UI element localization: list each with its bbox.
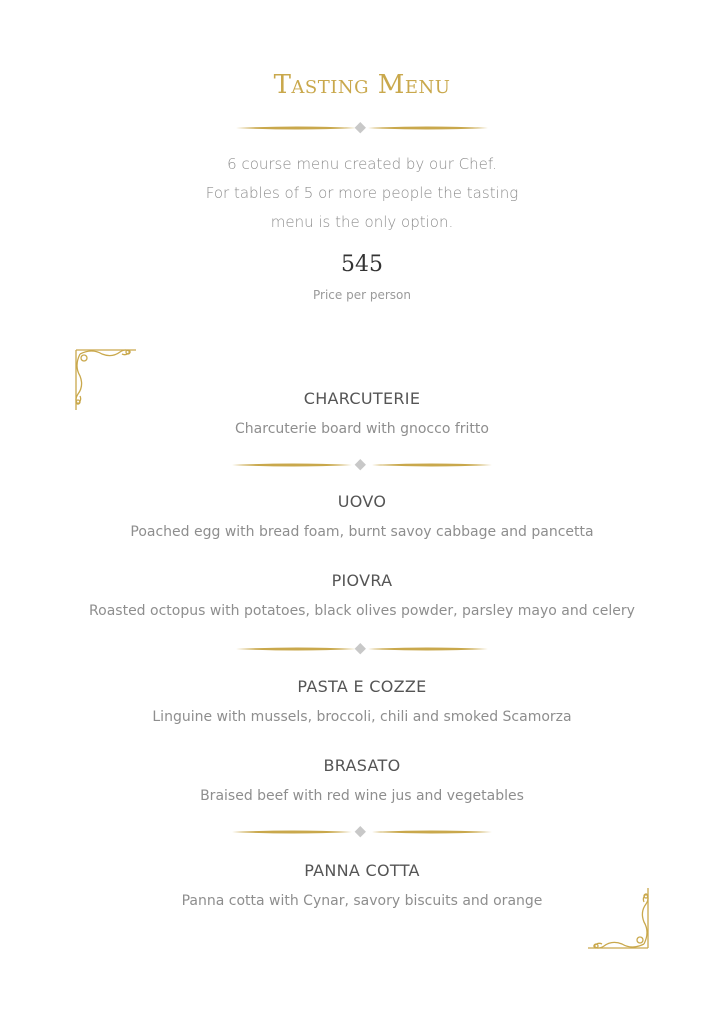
intro-line-1: 6 course menu created by our Chef. bbox=[227, 155, 497, 173]
intro-line-2: For tables of 5 or more people the tasting bbox=[205, 184, 519, 202]
course-name: PASTA E COZZE bbox=[297, 677, 427, 696]
course-description: Braised beef with red wine jus and vegetables bbox=[200, 788, 524, 804]
course-description: Linguine with mussels, broccoli, chili and smoked Scamorza bbox=[152, 709, 572, 725]
course-description: Poached egg with bread foam, burnt savoy cabbage and pancetta bbox=[130, 524, 594, 540]
course-name: PANNA COTTA bbox=[304, 861, 420, 880]
course-name: PIOVRA bbox=[331, 571, 393, 590]
intro-line-3: menu is the only option. bbox=[270, 213, 454, 231]
course-description: Charcuterie board with gnocco fritto bbox=[235, 421, 489, 437]
course-name: BRASATO bbox=[323, 756, 401, 775]
ornamental-divider-icon bbox=[228, 825, 496, 839]
price-value: 545 bbox=[341, 252, 383, 277]
course-name: UOVO bbox=[337, 492, 387, 511]
menu-title: Tasting Menu bbox=[273, 70, 451, 100]
course-name: CHARCUTERIE bbox=[303, 389, 421, 408]
price-label: Price per person bbox=[313, 288, 411, 302]
ornamental-divider-icon bbox=[228, 458, 496, 472]
course-description: Roasted octopus with potatoes, black olives powder, parsley mayo and celery bbox=[89, 603, 635, 619]
ornamental-divider-icon bbox=[228, 642, 496, 656]
course-description: Panna cotta with Cynar, savory biscuits and orange bbox=[181, 893, 543, 909]
ornamental-divider-icon bbox=[228, 121, 496, 135]
